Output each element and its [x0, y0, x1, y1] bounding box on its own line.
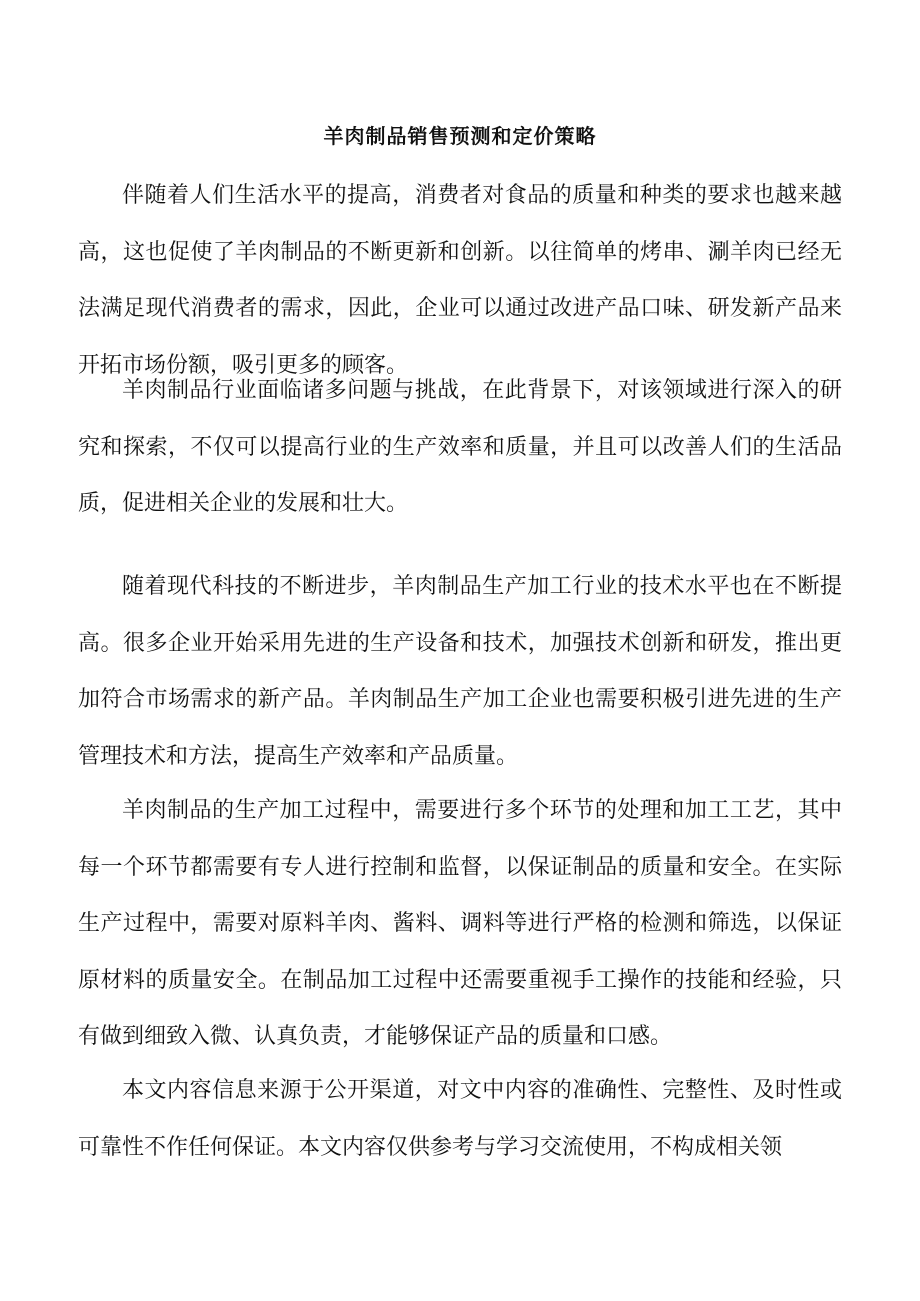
paragraph-1: 伴随着人们生活水平的提高，消费者对食品的质量和种类的要求也越来越高，这也促使了羊肉制品的不断更新和创新。以往简单的烤串、涮羊肉已经无法满足现代消费者的需求，因此，企业可以通过改进产品口味、研发新产品来开拓市场份额，吸引更多的顾客。 [78, 183, 842, 378]
paragraph-4: 羊肉制品的生产加工过程中，需要进行多个环节的处理和加工工艺，其中每一个环节都需要有专人进行控制和监督，以保证制品的质量和安全。在实际生产过程中，需要对原料羊肉、酱料、调料等进行严格的检测和筛选，以保证原材料的质量安全。在制品加工过程中还需要重视手工操作的技能和经验，只有做到细致入微、认真负责，才能够保证产品的质量和口感。 [78, 798, 842, 1049]
paragraph-5: 本文内容信息来源于公开渠道，对文中内容的准确性、完整性、及时性或可靠性不作任何保证。本文内容仅供参考与学习交流使用，不构成相关领 [78, 1078, 842, 1160]
paragraph-3: 随着现代科技的不断进步，羊肉制品生产加工行业的技术水平也在不断提高。很多企业开始采用先进的生产设备和技术，加强技术创新和研发，推出更加符合市场需求的新产品。羊肉制品生产加工企业也需要积极引进先进的生产管理技术和方法，提高生产效率和产品质量。 [78, 574, 842, 769]
paragraph-2: 羊肉制品行业面临诸多问题与挑战，在此背景下，对该领域进行深入的研究和探索，不仅可以提高行业的生产效率和质量，并且可以改善人们的生活品质，促进相关企业的发展和壮大。 [78, 378, 842, 516]
document-title: 羊肉制品销售预测和定价策略 [323, 124, 597, 148]
